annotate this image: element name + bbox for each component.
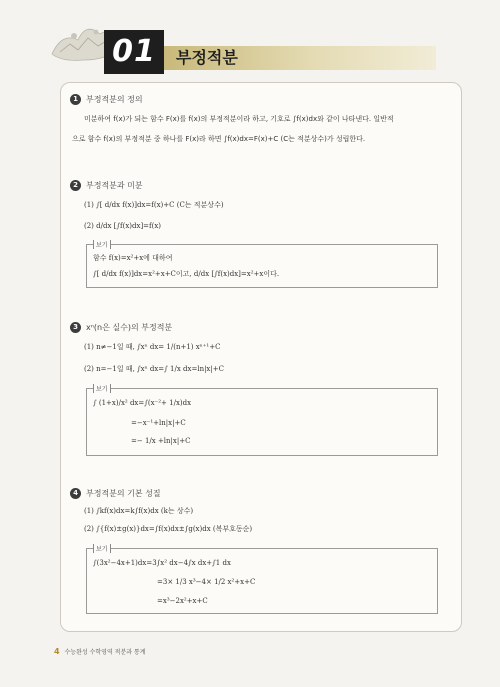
- section-number-badge: 1: [70, 94, 81, 105]
- example-label: 보기: [93, 240, 111, 249]
- basic-property-line-2: (2) ∫{f(x)±g(x)}dx=∫f(x)dx±∫g(x)dx (복부호동순): [84, 525, 253, 533]
- example-box-2: [86, 244, 438, 288]
- section-definition: [70, 94, 450, 143]
- section-title: xⁿ(n은 실수)의 부정적분: [86, 323, 173, 332]
- property-line-2: (2) d/dx [∫f(x)dx]=f(x): [84, 222, 162, 230]
- property-line-1: (1) ∫[ d/dx f(x)]dx=f(x)+C (C는 적분상수): [84, 201, 224, 209]
- section-number-badge: 4: [70, 488, 81, 499]
- section-number-badge: 3: [70, 322, 81, 333]
- example-line-1: ∫ (1+x)/x² dx=∫(x⁻²+ 1/x)dx: [93, 399, 192, 407]
- section-title: 부정적분의 기본 성질: [86, 489, 161, 498]
- definition-line-1: 미분하여 f(x)가 되는 함수 F(x)를 f(x)의 부정적분이라 하고, 기호로 ∫f(x)dx와 같이 나타낸다. 일반적: [84, 115, 394, 123]
- section-power-antiderivative: [70, 322, 450, 373]
- page-number: 4: [54, 647, 60, 656]
- page-footer: [54, 647, 146, 656]
- page-title: 부정적분: [176, 48, 238, 67]
- example-line-2: ∫[ d/dx f(x)]dx=x²+x+C이고, d/dx [∫f(x)dx]=x²+x이다.: [93, 270, 280, 278]
- example-label: 보기: [93, 384, 111, 393]
- definition-line-2: 으로 함수 f(x)의 부정적분 중 하나를 F(x)라 하면 ∫f(x)dx=F(x)+C (C는 적분상수)가 성립한다.: [72, 135, 366, 143]
- basic-property-line-1: (1) ∫kf(x)dx=k∫f(x)dx (k는 상수): [84, 507, 194, 515]
- section-title: 부정적분과 미분: [86, 181, 143, 190]
- example-line-1: ∫(3x²−4x+1)dx=3∫x² dx−4∫x dx+∫1 dx: [93, 559, 231, 567]
- power-rule-line-1: (1) n≠−1일 때, ∫xⁿ dx= 1/(n+1) xⁿ⁺¹+C: [84, 343, 221, 351]
- section-header: [70, 488, 450, 499]
- example-line-2: =3× 1/3 x³−4× 1/2 x²+x+C: [157, 578, 256, 586]
- section-antiderivative-and-derivative: [70, 180, 450, 230]
- example-line-3: =− 1/x +ln|x|+C: [131, 437, 191, 445]
- example-box-3: [86, 388, 438, 456]
- footer-text: 수능완성 수학영역 적분과 통계: [64, 649, 146, 656]
- example-label: 보기: [93, 544, 111, 553]
- section-header: [70, 322, 450, 333]
- chapter-number-badge: 01: [104, 30, 164, 74]
- section-basic-properties: [70, 488, 450, 533]
- section-number-badge: 2: [70, 180, 81, 191]
- section-header: [70, 180, 450, 191]
- section-header: [70, 94, 450, 105]
- section-title: 부정적분의 정의: [86, 95, 143, 104]
- power-rule-line-2: (2) n=−1일 때, ∫xⁿ dx=∫ 1/x dx=ln|x|+C: [84, 365, 224, 373]
- example-box-4: [86, 548, 438, 614]
- example-line-1: 함수 f(x)=x²+x에 대하여: [93, 254, 173, 262]
- example-line-3: =x³−2x²+x+C: [157, 597, 208, 605]
- example-line-2: =−x⁻¹+ln|x|+C: [131, 419, 186, 427]
